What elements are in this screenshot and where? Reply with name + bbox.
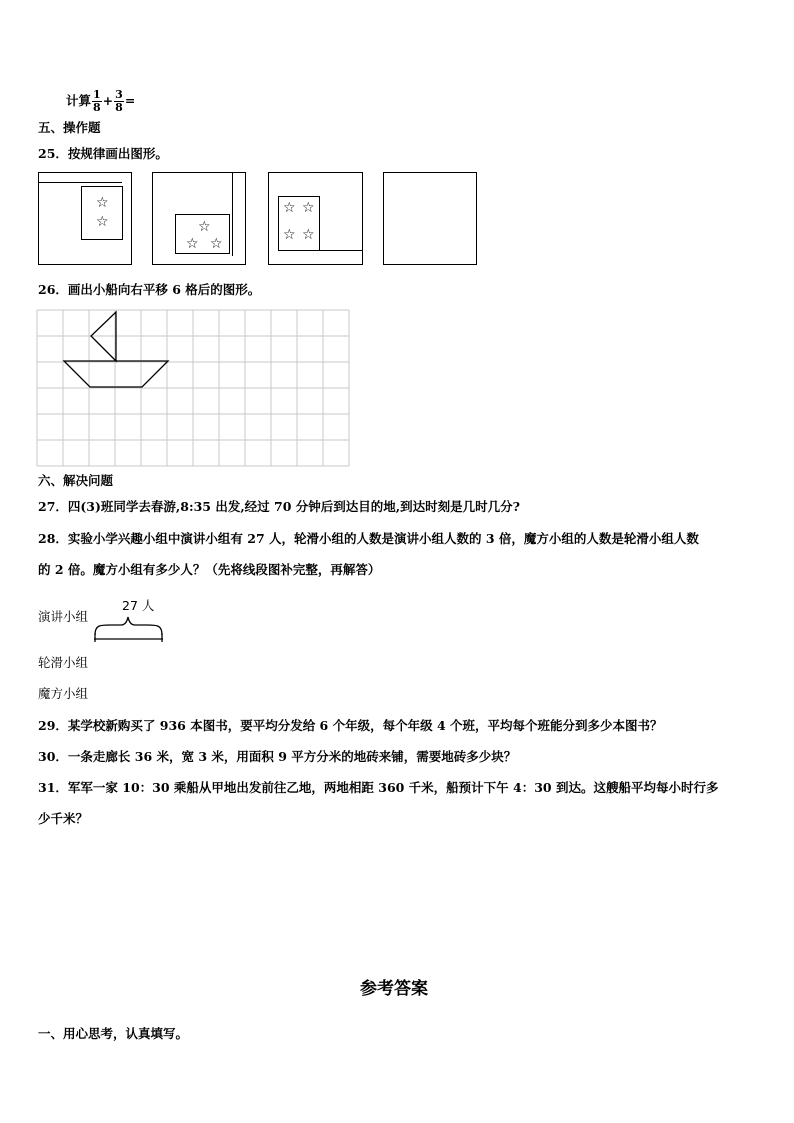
answers-title: 参考答案: [360, 979, 428, 999]
segment-row-cube: 魔方小组: [38, 686, 89, 701]
star-icon: ☆: [283, 200, 296, 216]
question-31-line1: 31．军军一家 10：30 乘船从甲地出发前往乙地，两地相距 360 千米，船预计下午 4：30 到达。这艘船平均每小时行多: [38, 780, 719, 795]
boat-grid[interactable]: [36, 309, 350, 467]
boat-hull: [64, 361, 168, 387]
segment-row-skating: 轮滑小组: [38, 655, 89, 670]
section5-title: 五、操作题: [38, 120, 101, 135]
segment-row-speech: 演讲小组: [38, 609, 89, 624]
star-icon: ☆: [302, 200, 315, 216]
star-icon: ☆: [96, 195, 109, 211]
star-icon: ☆: [186, 236, 199, 252]
question-27: 27．四(3)班同学去春游,8:35 出发,经过 70 分钟后到达目的地,到达时刻是几时几分?: [38, 499, 520, 514]
fraction-one-eighth: $\frac{1}{8}$: [93, 88, 101, 114]
answers-section1: 一、用心思考，认真填写。: [38, 1026, 189, 1041]
question-28-line2: 的 2 倍。魔方小组有多少人？（先将线段图补完整，再解答）: [38, 562, 381, 577]
question-31-line2: 少千米？: [38, 811, 89, 826]
calc-prefix: 计算: [66, 93, 92, 108]
calc-expression: [66, 89, 135, 114]
question-28-line1: 28．实验小学兴趣小组中演讲小组有 27 人，轮滑小组的人数是演讲小组人数的 3 倍，魔方小组的人数是轮滑小组人数: [38, 531, 699, 546]
question-30: 30．一条走廊长 36 米，宽 3 米，用面积 9 平方分米的地砖来铺，需要地砖多少块？: [38, 749, 517, 764]
star-icon: ☆: [96, 214, 109, 230]
star-icon: ☆: [210, 236, 223, 252]
star-icon: ☆: [283, 227, 296, 243]
question-29: 29．某学校新购买了 936 本图书，要平均分发给 6 个年级，每个年级 4 个班，平均每个班能分到多少本图书？: [38, 718, 663, 733]
plus-sign: +: [102, 93, 114, 108]
question-25: 25．按规律画出图形。: [38, 146, 168, 161]
question-26: 26．画出小船向右平移 6 格后的图形。: [38, 282, 261, 297]
fraction-three-eighths: $\frac{3}{8}$: [115, 88, 123, 114]
brace-mark: [92, 613, 166, 643]
section6-title: 六、解决问题: [38, 473, 114, 488]
star-icon: ☆: [198, 219, 211, 235]
star-icon: ☆: [302, 227, 315, 243]
equals-sign: =: [124, 93, 136, 108]
brace-label: 27 人: [122, 598, 155, 613]
